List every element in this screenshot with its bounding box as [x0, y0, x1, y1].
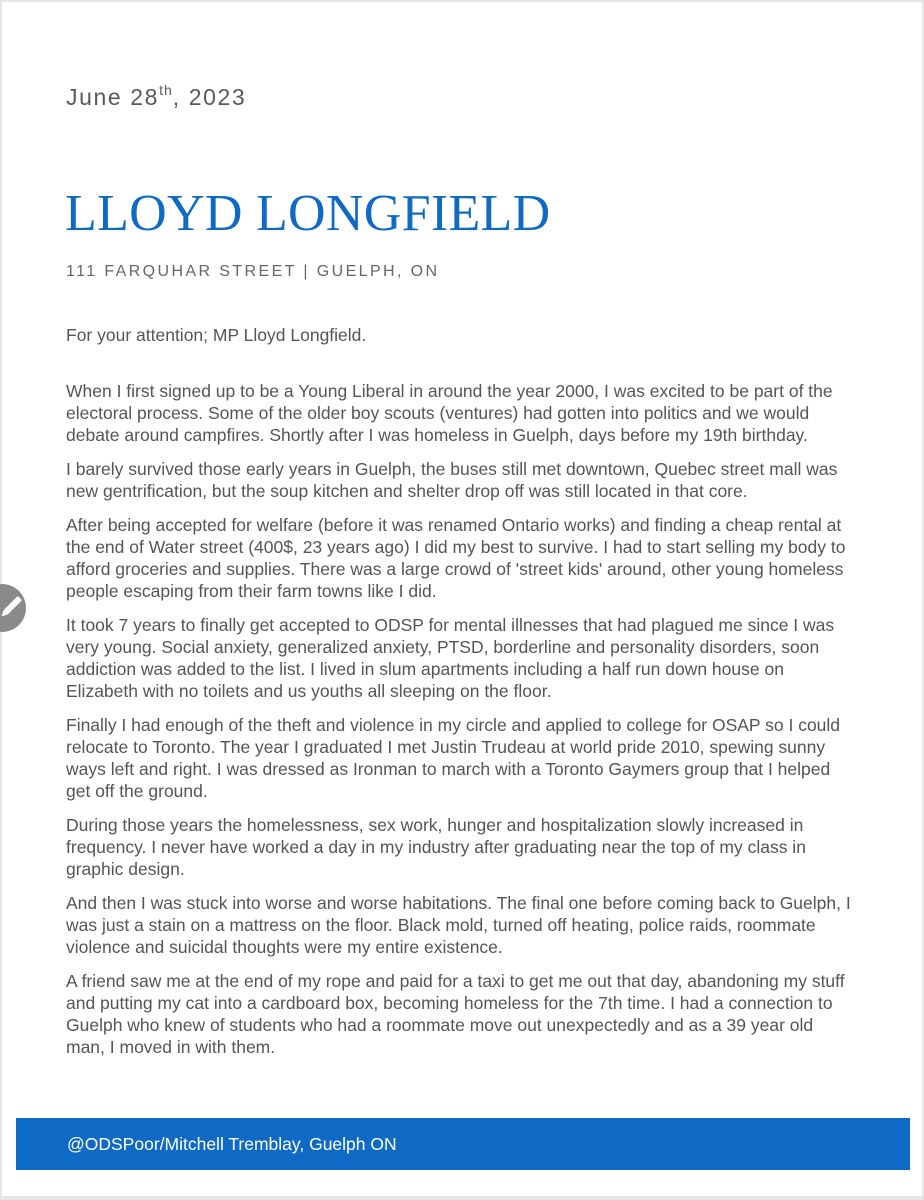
footer-bar	[16, 1118, 910, 1170]
body-paragraph: When I first signed up to be a Young Liberal in around the year 2000, I was excited to be part of the electoral process. Some of the older boy scouts (ventures) had gotten into politics and we would debate around campfires. Shortly after I was homeless in Guelph, days before my 19th birthday.	[66, 381, 833, 445]
body-paragraph: Finally I had enough of the theft and violence in my circle and applied to college for OSAP so I could relocate to Toronto. The year I graduated I met Justin Trudeau at world pride 2010, spewing sunny ways left and right. I was dressed as Ironman to march with a Toronto Gaymers group that I helped get off the ground.	[66, 715, 841, 801]
body-paragraph: I barely survived those early years in Guelph, the buses still met downtown, Quebec street mall was new gentrification, but the soup kitchen and shelter drop off was still located in that core.	[66, 459, 838, 501]
body-paragraph: It took 7 years to finally get accepted to ODSP for mental illnesses that had plagued me since I was very young. Social anxiety, generalized anxiety, PTSD, borderline and personality disorders, soon addiction was added to the list. I lived in slum apartments including a half run down house on Elizabeth with no toilets and us youths all sleeping on the floor.	[66, 615, 835, 701]
recipient-name: LLOYD LONGFIELD	[65, 185, 551, 242]
date-ordinal: th	[159, 82, 173, 98]
salutation: For your attention; MP Lloyd Longfield.	[66, 325, 367, 345]
letter-body	[66, 380, 856, 1070]
body-paragraph: And then I was stuck into worse and worse habitations. The final one before coming back to Guelph, I was just a stain on a mattress on the floor. Black mold, turned off heating, police raids, roommate violence and suicidal thoughts were my entire existence.	[66, 893, 851, 957]
pencil-icon	[0, 584, 26, 632]
date-month-day: June 28	[66, 84, 160, 110]
letter-page	[2, 2, 922, 1196]
body-paragraph: A friend saw me at the end of my rope and paid for a taxi to get me out that day, abandoning my stuff and putting my cat into a cardboard box, becoming homeless for the 7th time. I had a connection to Guelph who knew of students who had a roommate move out unexpectedly and as a 39 year old man, I moved in with them.	[66, 971, 845, 1057]
footer-credit: @ODSPoor/Mitchell Tremblay, Guelph ON	[67, 1134, 397, 1154]
body-paragraph: After being accepted for welfare (before it was renamed Ontario works) and finding a cheap rental at the end of Water street (400$, 23 years ago) I did my best to survive. I had to start selling my body to afford groceries and supplies. There was a large crowd of 'street kids' around, other young homeless people escaping from their farm towns like I did.	[66, 515, 846, 601]
recipient-address: 111 FARQUHAR STREET | GUELPH, ON	[66, 263, 440, 280]
date-year: , 2023	[172, 84, 247, 110]
body-paragraph: During those years the homelessness, sex work, hunger and hospitalization slowly increased in frequency. I never have worked a day in my industry after graduating near the top of my class in graphic design.	[66, 815, 806, 879]
letter-date	[66, 84, 246, 111]
edit-button[interactable]	[0, 584, 26, 632]
